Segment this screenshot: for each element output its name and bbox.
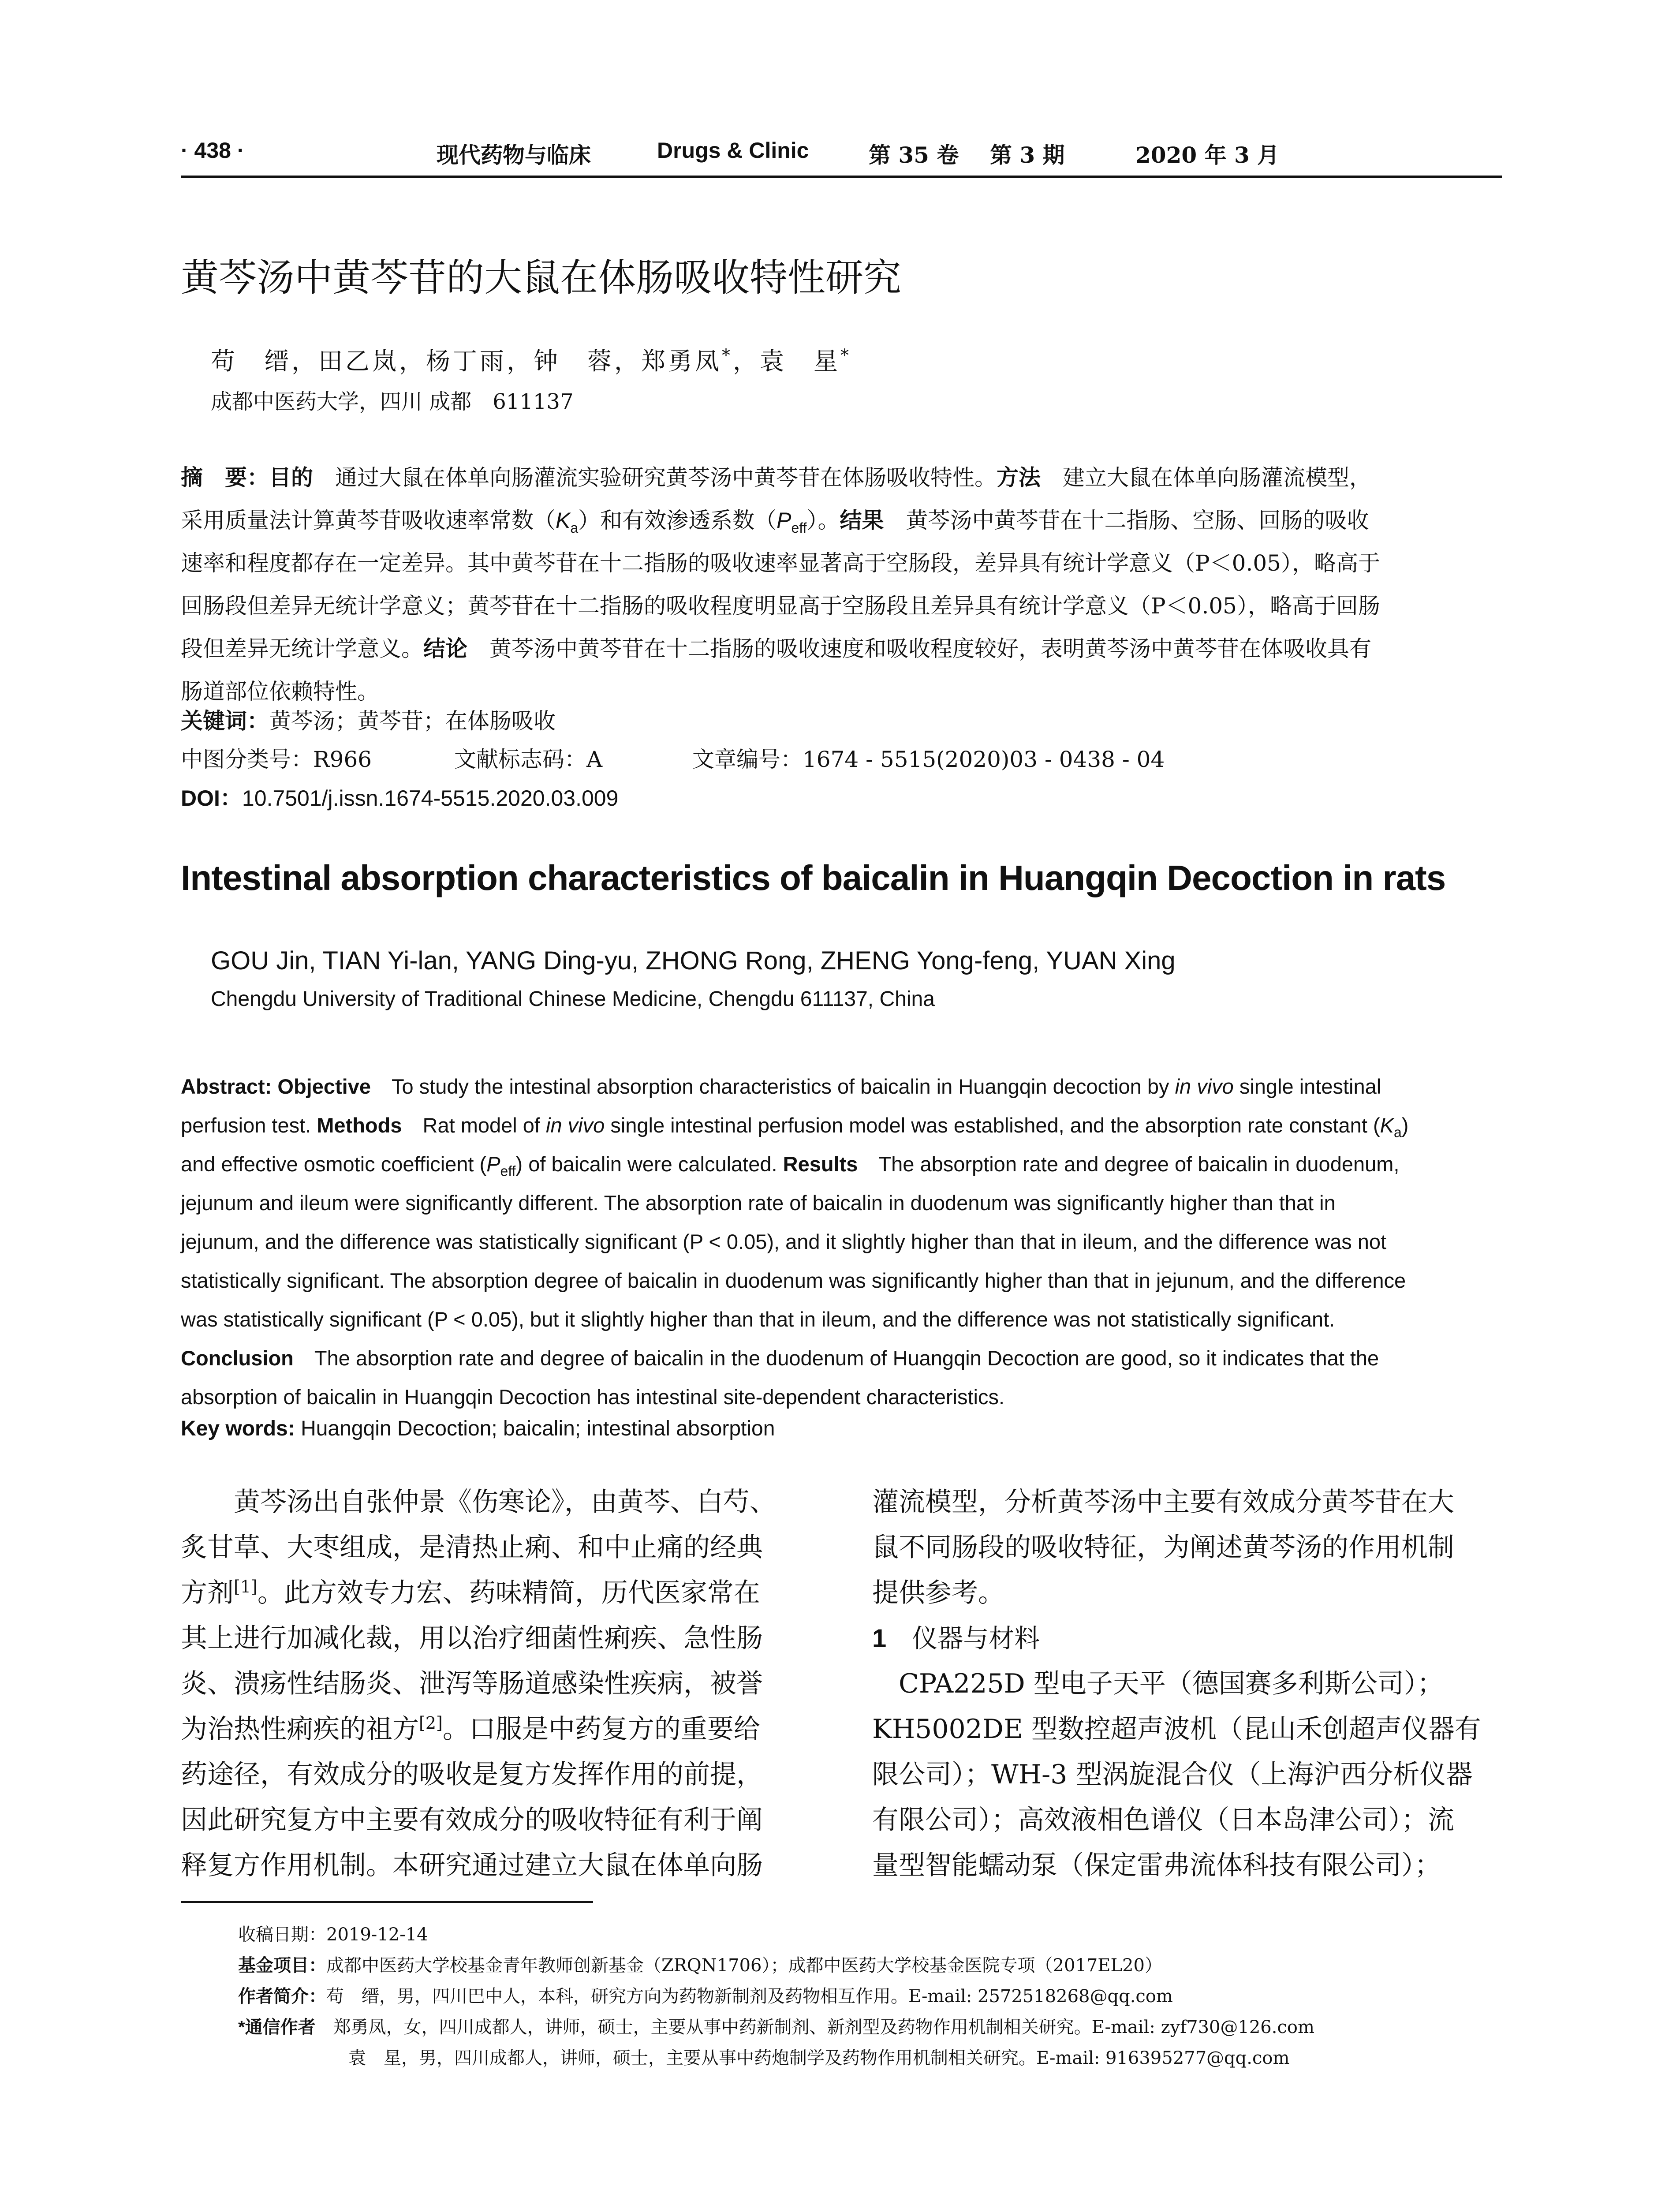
body-text: 方剂 (181, 1577, 234, 1608)
in-vivo: in vivo (546, 1114, 605, 1137)
authors-cn-tail: ，袁 星 (733, 347, 841, 375)
body-line (181, 1570, 816, 1616)
body-line: 因此研究复方中主要有效成分的吸收特征有利于阐 (181, 1805, 763, 1835)
body-line: 炎、溃疡性结肠炎、泄泻等肠道感染性疾病，被誉 (181, 1668, 763, 1699)
bio-label: 作者简介： (238, 1987, 326, 2006)
keywords-label-en: Key words: (181, 1417, 295, 1440)
abstract-en-line (181, 1106, 1504, 1145)
abstract-cn-line: 回肠段但差异无统计学意义；黄芩苷在十二指肠的吸收程度明显高于空肠段且差异具有统计学意义（P＜0.05），略高于回肠 (181, 593, 1380, 619)
body-line: 提供参考。 (872, 1577, 1004, 1608)
affiliation-cn: 成都中医药大学，四川 成都 611137 (211, 389, 574, 414)
conclusion-label-en: Conclusion (181, 1346, 294, 1370)
body-column-left (181, 1480, 816, 1888)
abstract-cn-line (181, 628, 1504, 670)
abstract-text: 黄芩汤中黄芩苷在十二指肠的吸收速度和吸收程度较好，表明黄芩汤中黄芩苷在体吸收具有 (467, 636, 1371, 662)
peff-symbol: P (486, 1152, 500, 1176)
body-line: 鼠不同肠段的吸收特征，为阐述黄芩汤的作用机制 (872, 1532, 1454, 1563)
corresponding-mark: * (722, 345, 733, 365)
abstract-cn-line: 肠道部位依赖特性。 (181, 679, 379, 704)
fund-text: 成都中医药大学校基金青年教师创新基金（ZRQN1706）；成都中医药大学校基金医院专项（2017EL20） (326, 1955, 1162, 1976)
abstract-text: 通过大鼠在体单向肠灌流实验研究黄芩汤中黄芩苷在体肠吸收特性。 (313, 465, 997, 490)
body-line (181, 1707, 816, 1752)
footnote-correspondence-2: 袁 星，男，四川成都人，讲师，硕士，主要从事中药炮制学及药物作用机制相关研究。E-mail: 916395277@qq.com (348, 2048, 1290, 2068)
body-line: CPA225D 型电子天平（德国赛多利斯公司）； (872, 1668, 1444, 1699)
abstract-en-line: jejunum, and the difference was statistically significant (P < 0.05), and it slightly higher than that in ileum, and the difference was not (181, 1230, 1387, 1253)
abstract-text: single intestinal (1233, 1075, 1381, 1098)
abstract-cn-line: 速率和程度都存在一定差异。其中黄芩苷在十二指肠的吸收速率显著高于空肠段，差异具有统计学意义（P＜0.05），略高于 (181, 550, 1380, 576)
issue-date: 2020 年 3 月 (1135, 142, 1280, 168)
running-header (181, 138, 1506, 173)
peff-subscript: eff (791, 520, 807, 536)
ka-symbol: K (1380, 1114, 1394, 1137)
body-column-right (872, 1480, 1504, 1888)
abstract-text: single intestinal perfusion model was established, and the absorption rate constant ( (605, 1114, 1380, 1137)
body-line: 炙甘草、大枣组成，是清热止痢、和中止痛的经典 (181, 1532, 763, 1563)
classification-row (181, 742, 1504, 777)
footnote-correspondence (238, 2012, 1499, 2043)
methods-label: 方法 (997, 465, 1041, 490)
document-code: 文献标志码：A (454, 747, 603, 772)
results-label: 结果 (840, 508, 884, 533)
section-title: 仪器与材料 (886, 1624, 1040, 1653)
section-number: 1 (872, 1624, 887, 1653)
footnote-rule (181, 1901, 593, 1903)
abstract-en-line: absorption of baicalin in Huangqin Decoction has intestinal site-dependent characteristics. (181, 1385, 1005, 1409)
citation-ref[interactable]: [1] (234, 1577, 258, 1596)
journal-name-en: Drugs & Clinic (657, 138, 809, 163)
authors-en: GOU Jin, TIAN Yi-lan, YANG Ding-yu, ZHONG Rong, ZHENG Yong-feng, YUAN Xing (211, 946, 1176, 975)
footnotes (238, 1919, 1499, 2074)
header-rule (181, 176, 1502, 178)
abstract-text: 采用质量法计算黄芩苷吸收速率常数（ (181, 508, 556, 533)
abstract-en (181, 1067, 1504, 1416)
footnote-fund (238, 1950, 1499, 1981)
authors-cn (211, 342, 851, 377)
abstract-label-en: Abstract: (181, 1075, 272, 1098)
abstract-text: ) (1401, 1114, 1409, 1137)
keywords-text: 黄芩汤；黄芩苷；在体肠吸收 (269, 708, 556, 734)
body-line: 释复方作用机制。本研究通过建立大鼠在体单向肠 (181, 1850, 763, 1881)
abstract-cn-line (181, 456, 1504, 499)
bio-text: 苟 缙，男，四川巴中人，本科，研究方向为药物新制剂及药物相互作用。E-mail: 2572518268@qq.com (326, 1986, 1173, 2007)
objective-label: 目的 (269, 465, 313, 490)
body-line: 黄芩汤出自张仲景《伤寒论》，由黄芩、白芍、 (181, 1487, 776, 1517)
abstract-text: 建立大鼠在体单向肠灌流模型， (1041, 465, 1371, 490)
objective-label-en: Objective (277, 1075, 371, 1098)
body-line: KH5002DE 型数控超声波机（昆山禾创超声仪器有 (872, 1714, 1481, 1745)
correspondence-text: 郑勇凤，女，四川成都人，讲师，硕士，主要从事中药新制剂、新剂型及药物作用机制相关研究。E-mail: zyf730@126.com (315, 2017, 1314, 2037)
conclusion-label: 结论 (423, 636, 467, 661)
keywords-cn (181, 703, 556, 735)
footnote-received: 收稿日期：2019-12-14 (238, 1925, 428, 1945)
page-number: · 438 · (181, 138, 245, 163)
correspondence-label: *通信作者 (238, 2018, 316, 2037)
abstract-label: 摘 要： (181, 465, 269, 490)
doi-value: 10.7501/j.issn.1674-5515.2020.03.009 (242, 786, 619, 811)
journal-name-cn: 现代药物与临床 (437, 142, 591, 168)
abstract-en-line: jejunum and ileum were significantly different. The absorption rate of baicalin in duodenum was significantly higher than that in (181, 1191, 1336, 1215)
body-line: 量型智能蠕动泵（保定雷弗流体科技有限公司）； (872, 1850, 1441, 1881)
ka-symbol: K (556, 508, 571, 533)
issue: 第 3 期 (990, 142, 1065, 168)
abstract-text: The absorption rate and degree of baicalin in duodenum, (858, 1152, 1400, 1176)
body-line: 药途径，有效成分的吸收是复方发挥作用的前提， (181, 1759, 763, 1790)
authors-cn-list: 苟 缙，田乙岚，杨丁雨，钟 蓉，郑勇凤 (211, 347, 722, 375)
abstract-text: and effective osmotic coefficient ( (181, 1152, 487, 1176)
abstract-text: The absorption rate and degree of baicalin in the duodenum of Huangqin Decoction are good, so it indicates that the (293, 1346, 1379, 1370)
article-number: 文章编号：1674 - 5515(2020)03 - 0438 - 04 (692, 747, 1165, 772)
clc-number: 中图分类号：R966 (181, 747, 372, 772)
footnote-bio (238, 1981, 1499, 2012)
results-label-en: Results (783, 1152, 858, 1176)
abstract-text: ) of baicalin were calculated. (515, 1152, 783, 1176)
abstract-cn (181, 456, 1504, 713)
body-line: 有限公司）；高效液相色谱仪（日本岛津公司）；流 (872, 1805, 1454, 1835)
fund-label: 基金项目： (238, 1956, 326, 1975)
section-heading (872, 1616, 1504, 1661)
abstract-en-line: statistically significant. The absorption degree of baicalin in duodenum was significantly higher than that in jejunum, and the difference (181, 1269, 1406, 1292)
body-text: 。口服是中药复方的重要给 (442, 1714, 760, 1745)
corresponding-mark: * (840, 345, 852, 365)
abstract-en-line (181, 1067, 1504, 1106)
ka-subscript: a (1393, 1124, 1402, 1140)
keywords-label: 关键词： (181, 709, 269, 733)
methods-label-en: Methods (317, 1114, 402, 1137)
abstract-text: perfusion test. (181, 1114, 317, 1137)
abstract-text: 段但差异无统计学意义。 (181, 636, 423, 662)
body-line: 灌流模型，分析黄芩汤中主要有效成分黄芩苷在大 (872, 1487, 1454, 1517)
abstract-text: 黄芩汤中黄芩苷在十二指肠、空肠、回肠的吸收 (884, 508, 1369, 533)
in-vivo: in vivo (1175, 1075, 1234, 1098)
abstract-en-line (181, 1339, 1504, 1378)
citation-ref[interactable]: [2] (419, 1713, 443, 1733)
abstract-cn-line (181, 499, 1504, 542)
affiliation-en: Chengdu University of Traditional Chinese Medicine, Chengdu 611137, China (211, 987, 935, 1011)
abstract-text: ）。 (806, 508, 840, 533)
body-text: 。此方效专力宏、药味精简，历代医家常在 (257, 1577, 760, 1608)
doi (181, 781, 618, 812)
abstract-text: To study the intestinal absorption characteristics of baicalin in Huangqin decoction by (370, 1075, 1175, 1098)
abstract-text: Rat model of (402, 1114, 546, 1137)
keywords-text-en: Huangqin Decoction; baicalin; intestinal absorption (295, 1417, 775, 1440)
abstract-text: ）和有效渗透系数（ (578, 508, 777, 533)
title-cn: 黄芩汤中黄芩苷的大鼠在体肠吸收特性研究 (181, 257, 901, 299)
title-en: Intestinal absorption characteristics of baicalin in Huangqin Decoction in rats (181, 858, 1446, 897)
peff-subscript: eff (500, 1163, 516, 1179)
body-text: 为治热性痢疾的祖方 (181, 1714, 419, 1745)
ka-subscript: a (570, 520, 579, 536)
keywords-en (181, 1416, 775, 1441)
doi-label: DOI： (181, 786, 242, 811)
volume: 第 35 卷 (869, 142, 959, 168)
peff-symbol: P (777, 508, 791, 533)
abstract-en-line (181, 1145, 1504, 1184)
body-line: 其上进行加减化裁，用以治疗细菌性痢疾、急性肠 (181, 1623, 763, 1654)
abstract-en-line: was statistically significant (P < 0.05), but it slightly higher than that in ileum, and the difference was not statistically significant. (181, 1308, 1335, 1331)
body-line: 限公司）；WH-3 型涡旋混合仪（上海沪西分析仪器 (872, 1759, 1473, 1790)
